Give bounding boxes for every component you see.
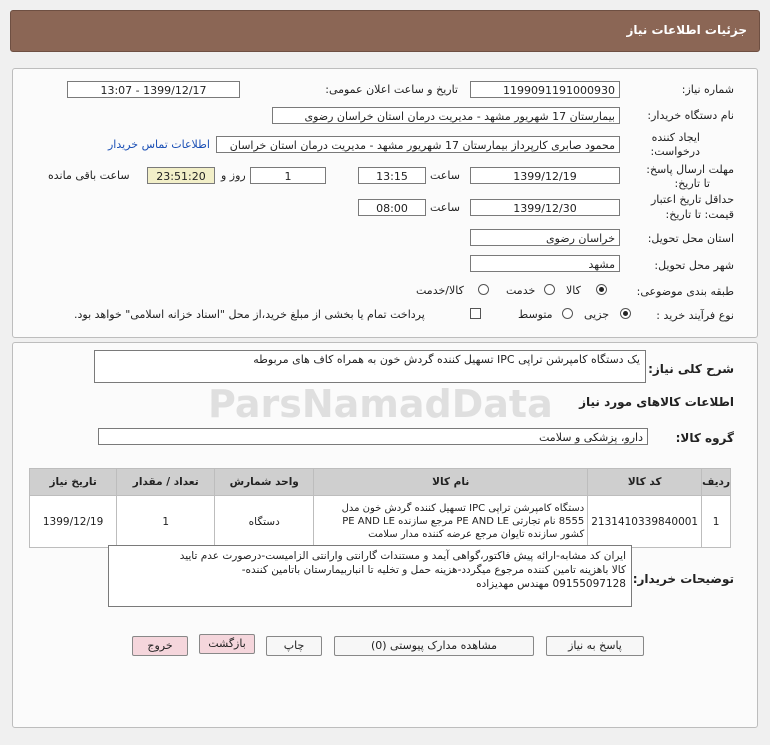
validity-label-2: قیمت: تا تاریخ: bbox=[665, 208, 734, 221]
category-radio-service[interactable] bbox=[544, 284, 555, 295]
back-button[interactable]: بازگشت bbox=[199, 634, 255, 654]
days-field: 1 bbox=[250, 167, 326, 184]
category-radio-goods-service[interactable] bbox=[478, 284, 489, 295]
cell-unit: دستگاه bbox=[215, 496, 314, 548]
summary-text: یک دستگاه کامپرشن تراپی IPC تسهیل کننده گردش خون به همراه کاف های مربوطه bbox=[253, 353, 640, 366]
goods-group-field: دارو، پزشکی و سلامت bbox=[98, 428, 648, 445]
cell-index: 1 bbox=[702, 496, 731, 548]
process-option-medium: متوسط bbox=[518, 308, 553, 321]
col-header-code: کد کالا bbox=[588, 469, 702, 496]
category-option-service: خدمت bbox=[506, 284, 536, 297]
table-header-row bbox=[30, 469, 731, 496]
buyer-notes-line-3: 09155097128 مهندس مهدیزاده bbox=[476, 578, 626, 590]
attachments-button[interactable]: مشاهده مدارک پیوستی (0) bbox=[334, 636, 534, 656]
buyer-notes-label: توضیحات خریدار: bbox=[632, 572, 734, 586]
deadline-label-1: مهلت ارسال پاسخ: bbox=[646, 163, 734, 176]
payment-note: پرداخت تمام یا بخشی از مبلغ خرید،از محل "اسناد خزانه اسلامی" خواهد بود. bbox=[74, 308, 425, 321]
cell-qty: 1 bbox=[117, 496, 215, 548]
creator-label-2: درخواست: bbox=[650, 145, 700, 158]
deadline-label-2: تا تاریخ: bbox=[674, 177, 710, 190]
summary-text-box bbox=[94, 350, 646, 383]
announce-field: 1399/12/17 - 13:07 bbox=[67, 81, 240, 98]
goods-info-title: اطلاعات کالاهای مورد نیاز bbox=[579, 395, 734, 409]
category-option-goods: کالا bbox=[566, 284, 581, 297]
contact-buyer-link[interactable]: اطلاعات تماس خریدار bbox=[108, 138, 210, 151]
cell-code: 2131410339840001 bbox=[588, 496, 702, 548]
cell-name: دستگاه کامپرشن تراپی IPC تسهیل کننده گردش خون مدل 8555 نام تجارتی PE AND LE مرجع سازنده PE AND LE کشور سازنده تایوان مرجع عرضه کننده مدار سلامت bbox=[314, 496, 588, 548]
deadline-time-field: 13:15 bbox=[358, 167, 426, 184]
buyer-notes-box bbox=[108, 545, 632, 607]
announce-label: تاریخ و ساعت اعلان عمومی: bbox=[325, 83, 458, 96]
exit-button[interactable]: خروج bbox=[132, 636, 188, 656]
page-title: جزئیات اطلاعات نیاز bbox=[626, 23, 747, 37]
city-label: شهر محل تحویل: bbox=[654, 259, 734, 272]
process-label: نوع فرآیند خرید : bbox=[656, 309, 734, 322]
creator-label-1: ایجاد کننده bbox=[651, 131, 700, 144]
summary-label: شرح کلی نیاز: bbox=[648, 362, 734, 376]
print-button[interactable]: چاپ bbox=[266, 636, 322, 656]
reply-button[interactable]: پاسخ به نیاز bbox=[546, 636, 644, 656]
buyer-org-label: نام دستگاه خریدار: bbox=[647, 109, 734, 122]
deadline-time-label: ساعت bbox=[430, 169, 460, 182]
buyer-notes-line-2: کالا باهزینه تامین کننده مرجوع میگردد-هزینه حمل و تخلیه تا انباربیمارستان باتامین کننده- bbox=[241, 564, 626, 576]
col-header-name: نام کالا bbox=[314, 469, 588, 496]
need-number-field: 1199091191000930 bbox=[470, 81, 620, 98]
remaining-label: ساعت باقی مانده bbox=[48, 169, 130, 182]
col-header-date: تاریخ نیاز bbox=[30, 469, 117, 496]
remaining-timer: 23:51:20 bbox=[147, 167, 215, 184]
process-radio-medium[interactable] bbox=[562, 308, 573, 319]
province-label: استان محل تحویل: bbox=[647, 232, 734, 245]
category-radio-goods[interactable] bbox=[596, 284, 607, 295]
validity-date-field: 1399/12/30 bbox=[470, 199, 620, 216]
process-radio-minor[interactable] bbox=[620, 308, 631, 319]
treasury-checkbox[interactable] bbox=[470, 308, 481, 319]
days-label: روز و bbox=[221, 169, 246, 182]
buyer-org-field: بیمارستان 17 شهریور مشهد - مدیریت درمان استان خراسان رضوی bbox=[272, 107, 620, 124]
table-row bbox=[30, 496, 731, 548]
creator-field: محمود صابری کارپرداز بیمارستان 17 شهریور مشهد - مدیریت درمان استان خراسان bbox=[216, 136, 620, 153]
goods-table bbox=[29, 468, 731, 548]
process-option-minor: جزیی bbox=[584, 308, 610, 321]
col-header-index: ردیف bbox=[702, 469, 731, 496]
province-field: خراسان رضوی bbox=[470, 229, 620, 246]
goods-group-label: گروه کالا: bbox=[675, 431, 734, 445]
page-header bbox=[10, 10, 760, 52]
col-header-unit: واحد شمارش bbox=[215, 469, 314, 496]
cell-date: 1399/12/19 bbox=[30, 496, 117, 548]
validity-label-1: حداقل تاریخ اعتبار bbox=[650, 193, 734, 206]
watermark-text: ParsNamadData bbox=[208, 382, 553, 426]
category-option-goods-service: کالا/خدمت bbox=[416, 284, 464, 297]
category-label: طبقه بندی موضوعی: bbox=[636, 285, 734, 298]
col-header-qty: تعداد / مقدار bbox=[117, 469, 215, 496]
buyer-notes-line-1: ایران کد مشابه-ارائه پیش فاکتور،گواهی آیمد و مستندات گارانتی وارانتی الزامیست-درصورت عدم تایید bbox=[179, 550, 626, 562]
city-field: مشهد bbox=[470, 255, 620, 272]
validity-time-label: ساعت bbox=[430, 201, 460, 214]
validity-time-field: 08:00 bbox=[358, 199, 426, 216]
need-number-label: شماره نیاز: bbox=[681, 83, 734, 96]
deadline-date-field: 1399/12/19 bbox=[470, 167, 620, 184]
